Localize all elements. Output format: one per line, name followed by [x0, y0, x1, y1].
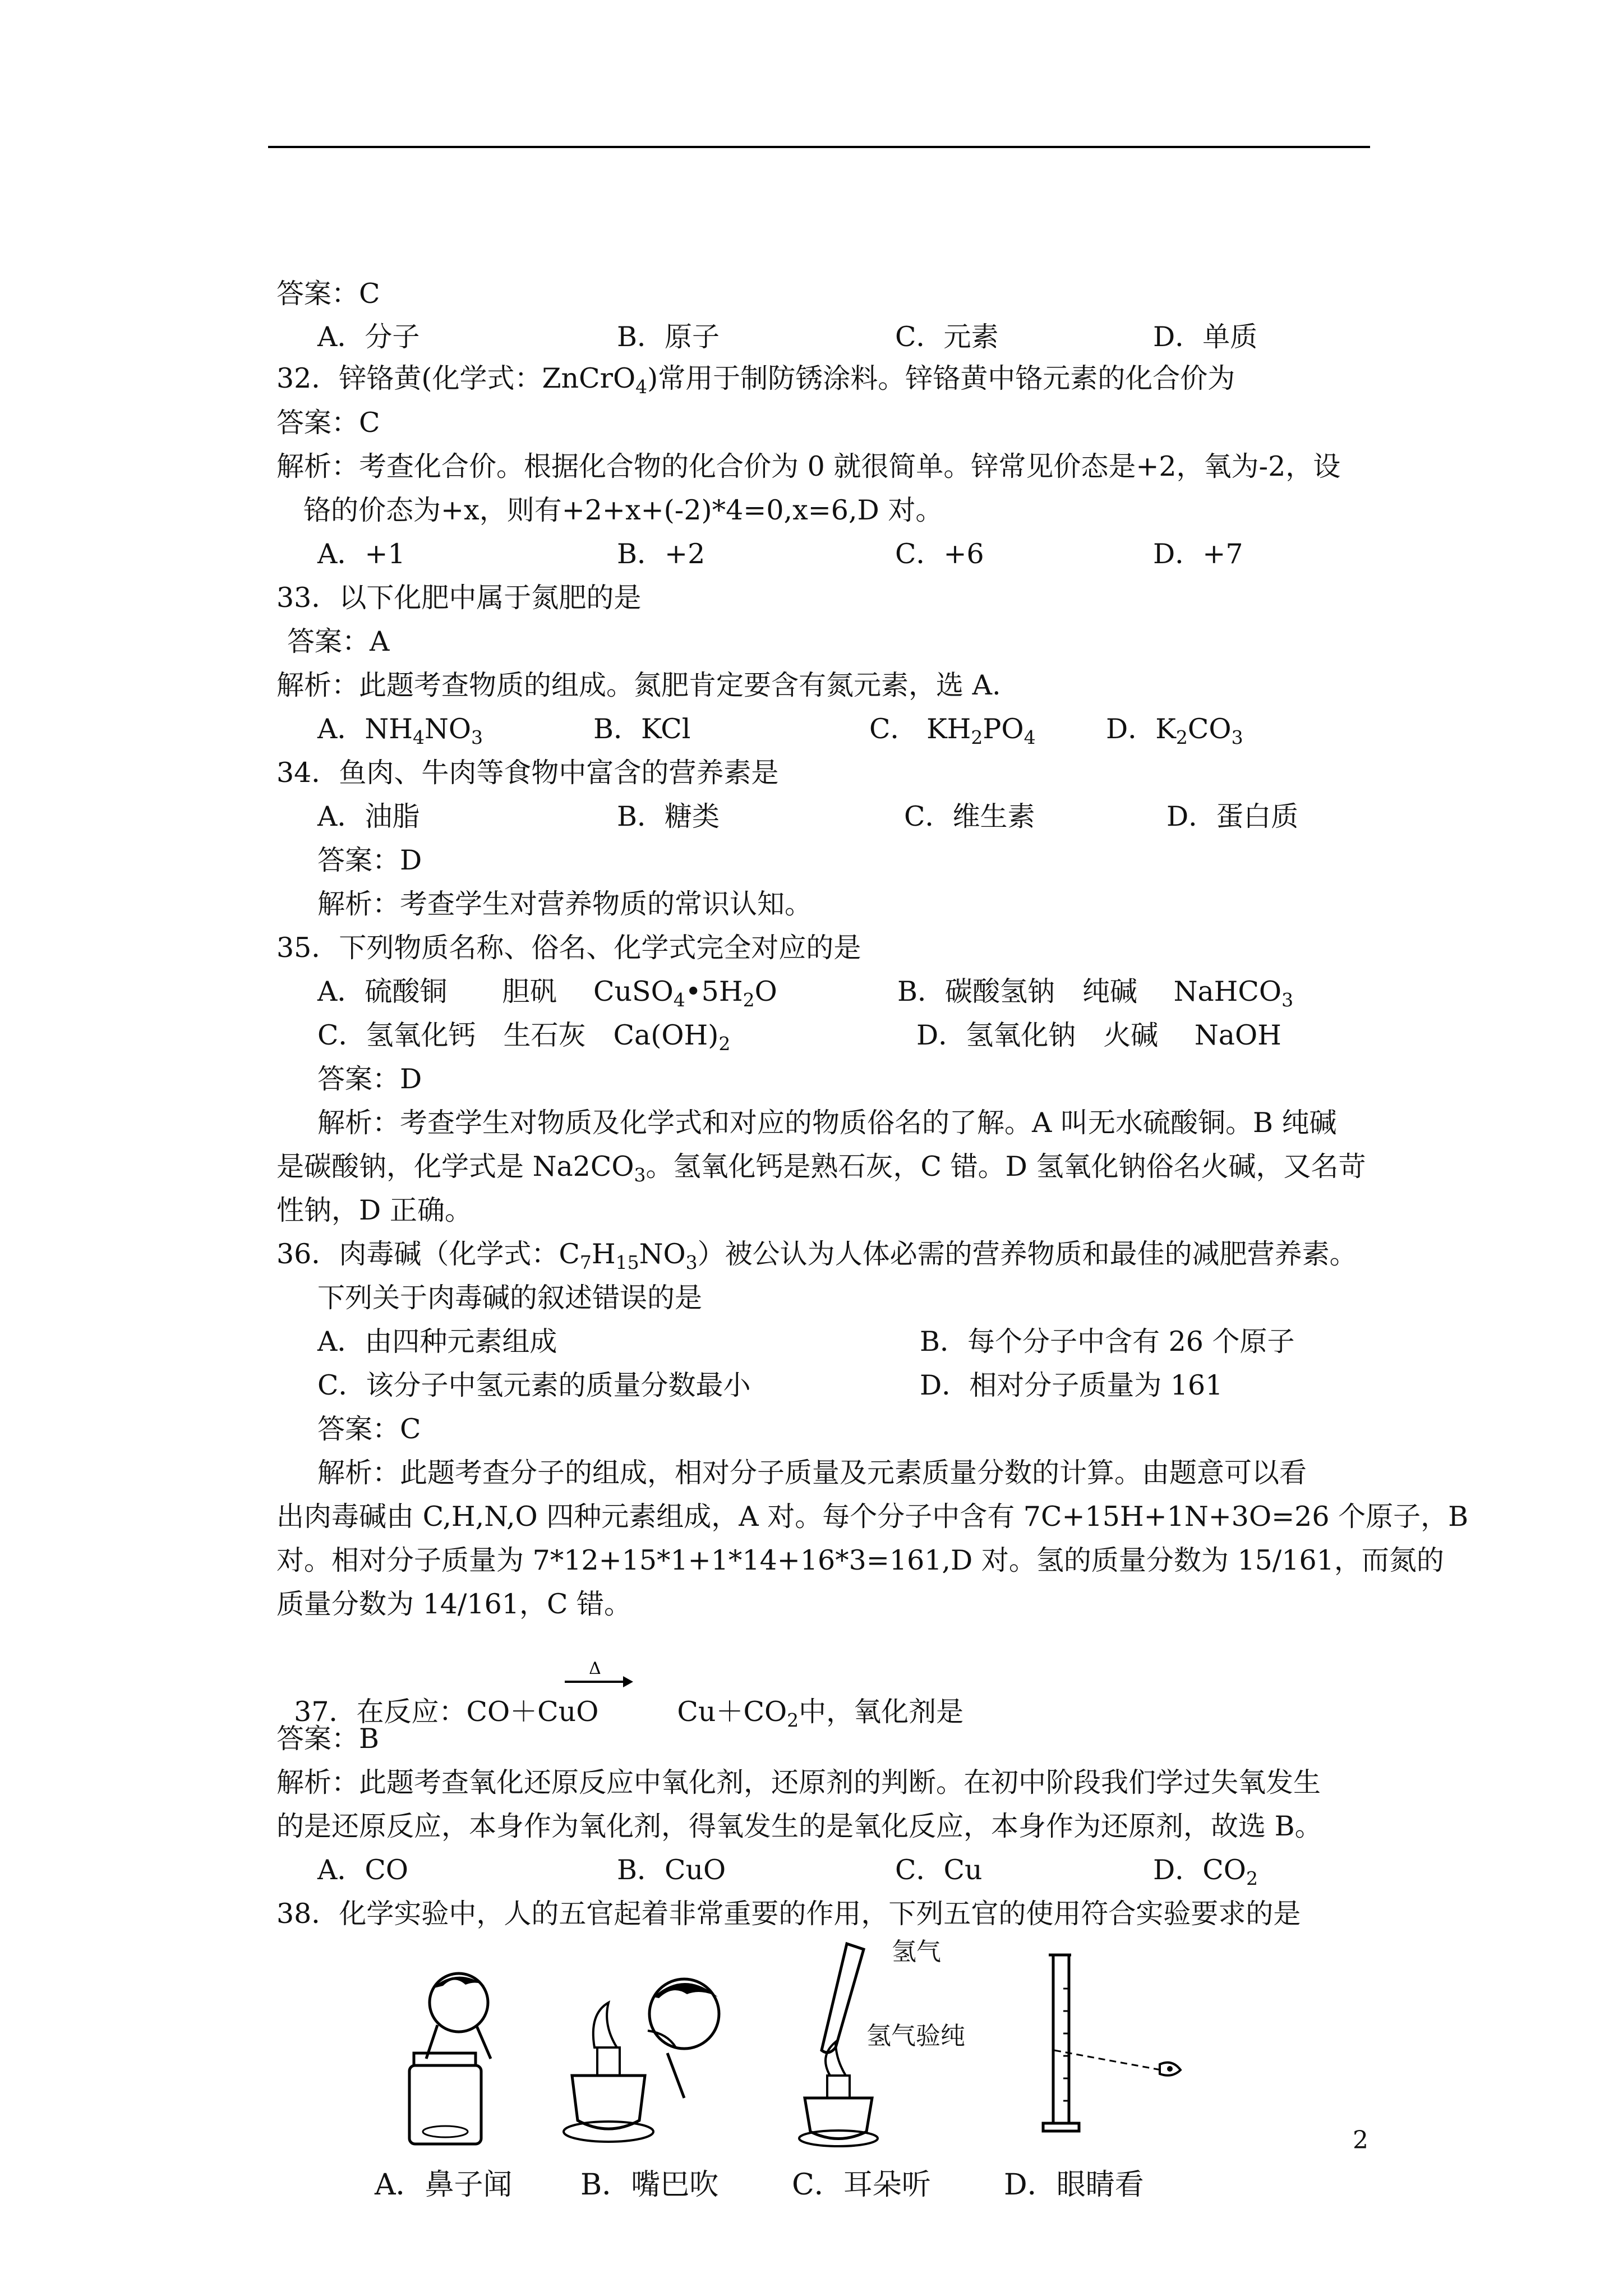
q38-stem: 38．化学实验中，人的五官起着非常重要的作用，下列五官的使用符合实验要求的是	[276, 1898, 1301, 1930]
q35-answer: 答案：D	[317, 1063, 422, 1095]
q36-option-d: D．相对分子质量为 161	[920, 1369, 1223, 1401]
figure-d-look	[1032, 1949, 1195, 2142]
figure-caption-a: A．鼻子闻	[375, 2168, 513, 2202]
q36-answer: 答案：C	[317, 1413, 421, 1445]
q34-stem: 34．鱼肉、牛肉等食物中富含的营养素是	[276, 757, 779, 789]
q36-stem-line1: 36．肉毒碱（化学式：$C_7H_{15}NO_3$）被公认为人体必需的营养物质和最佳的减肥营养素。	[276, 1238, 1357, 1273]
q33-analysis: 解析：此题考查物质的组成。氮肥肯定要含有氮元素，选 A.	[276, 669, 1001, 701]
q35-option-a: A．硫酸铜 胆矾 $CuSO_4•5H_2O$	[317, 976, 777, 1011]
q37-option-a: A．CO	[317, 1854, 409, 1886]
q32-option-d: D．+7	[1153, 538, 1243, 570]
page-number: 2	[1353, 2126, 1368, 2155]
q36-option-b: B．每个分子中含有 26 个原子	[920, 1326, 1295, 1358]
figure-caption-d: D．眼睛看	[1004, 2168, 1144, 2202]
q32-answer: 答案：C	[276, 407, 380, 439]
q34-option-a: A．油脂	[317, 800, 420, 832]
q35-analysis-line2: 是碳酸钠，化学式是 $Na2CO_3$。氢氧化钙是熟石灰，C 错。D 氢氧化钠俗名火碱，又名苛	[276, 1151, 1366, 1186]
q31-option-c: C．元素	[895, 321, 999, 353]
q37-answer: 答案：B	[276, 1723, 380, 1755]
q31-option-b: B．原子	[617, 321, 720, 353]
q33-stem: 33．以下化肥中属于氮肥的是	[276, 582, 642, 614]
q31-option-d: D．单质	[1153, 321, 1258, 353]
q36-analysis-line4: 质量分数为 14/161，C 错。	[276, 1588, 632, 1620]
figure-caption-b: B．嘴巴吹	[580, 2168, 719, 2202]
q34-option-c: C．维生素	[904, 800, 1035, 832]
q33-option-d: D．$K_2CO_3$	[1106, 713, 1243, 748]
q32-analysis-line2: 铬的价态为+x，则有+2+x+(-2)*4=0,x=6,D 对。	[303, 494, 943, 526]
q36-option-c: C．该分子中氢元素的质量分数最小	[317, 1369, 751, 1401]
reaction-arrow	[562, 1659, 635, 1699]
q37-option-d: D．$CO_2$	[1153, 1854, 1258, 1889]
figure-c-label-purity-test: 氢气验纯	[866, 2022, 965, 2050]
header-rule	[268, 146, 1370, 148]
q34-option-d: D．蛋白质	[1166, 800, 1299, 832]
q35-analysis-line3: 性钠，D 正确。	[276, 1194, 472, 1226]
figure-caption-c: C．耳朵听	[792, 2168, 931, 2202]
q35-analysis-line1: 解析：考查学生对物质及化学式和对应的物质俗名的了解。A 叫无水硫酸铜。B 纯碱	[317, 1107, 1337, 1139]
q37-option-b: B．CuO	[617, 1854, 726, 1886]
q35-option-c: C．氢氧化钙 生石灰 $Ca(OH)_2$	[317, 1019, 731, 1055]
q34-analysis: 解析：考查学生对营养物质的常识认知。	[317, 888, 813, 920]
q32-stem: 32．锌铬黄(化学式：ZnCrO$_4$)常用于制防锈涂料。锌铬黄中铬元素的化合价为	[276, 362, 1235, 398]
q34-option-b: B．糖类	[617, 800, 720, 832]
q37-analysis-line1: 解析：此题考查氧化还原反应中氧化剂，还原剂的判断。在初中阶段我们学过失氧发生	[276, 1766, 1321, 1798]
q33-option-b: B．KCl	[593, 713, 691, 745]
q33-option-c: C． $KH_2PO_4$	[869, 713, 1036, 748]
q36-analysis-line3: 对。相对分子质量为 7*12+15*1+1*14+16*3=161,D 对。氢的质量分数为 15/161，而氮的	[276, 1544, 1444, 1576]
q37-analysis-line2: 的是还原反应，本身作为氧化剂，得氧发生的是氧化反应，本身作为还原剂，故选 B。	[276, 1810, 1322, 1842]
q32-option-c: C．+6	[895, 538, 984, 570]
q33-answer: 答案：A	[287, 625, 390, 657]
q37-option-c: C．Cu	[895, 1854, 983, 1886]
q35-option-d: D．氢氧化钠 火碱 NaOH	[916, 1019, 1281, 1051]
q32-analysis-line1: 解析：考查化合价。根据化合物的化合价为 0 就很简单。锌常见价态是+2，氧为-2，设	[276, 450, 1341, 482]
heat-symbol: Δ	[589, 1659, 601, 1678]
q36-stem-line2: 下列关于肉毒碱的叙述错误的是	[317, 1282, 703, 1314]
q36-analysis-line2: 出肉毒碱由 C,H,N,O 四种元素组成，A 对。每个分子中含有 7C+15H+1N+3O=26 个原子，B	[276, 1501, 1469, 1533]
q35-stem: 35．下列物质名称、俗名、化学式完全对应的是	[276, 932, 861, 964]
figure-c-label-hydrogen: 氢气	[892, 1938, 941, 1966]
q34-answer: 答案：D	[317, 844, 422, 876]
q32-option-a: A．+1	[317, 538, 405, 570]
q37-stem: 37．在反应：CO＋CuO $Cu+CO_2$中，氧化剂是	[294, 1696, 964, 1731]
q32-option-b: B．+2	[617, 538, 706, 570]
q36-option-a: A．由四种元素组成	[317, 1326, 557, 1358]
q33-option-a: A．$NH_4NO_3$	[317, 713, 483, 748]
figure-a-smell	[393, 1963, 522, 2151]
q31-answer: 答案：C	[276, 278, 380, 310]
q35-option-b: B．碳酸氢钠 纯碱 NaHCO$_3$	[897, 976, 1294, 1011]
figure-b-blow	[555, 1963, 735, 2156]
q36-analysis-line1: 解析：此题考查分子的组成，相对分子质量及元素质量分数的计算。由题意可以看	[317, 1457, 1307, 1489]
q31-option-a: A．分子	[317, 321, 420, 353]
